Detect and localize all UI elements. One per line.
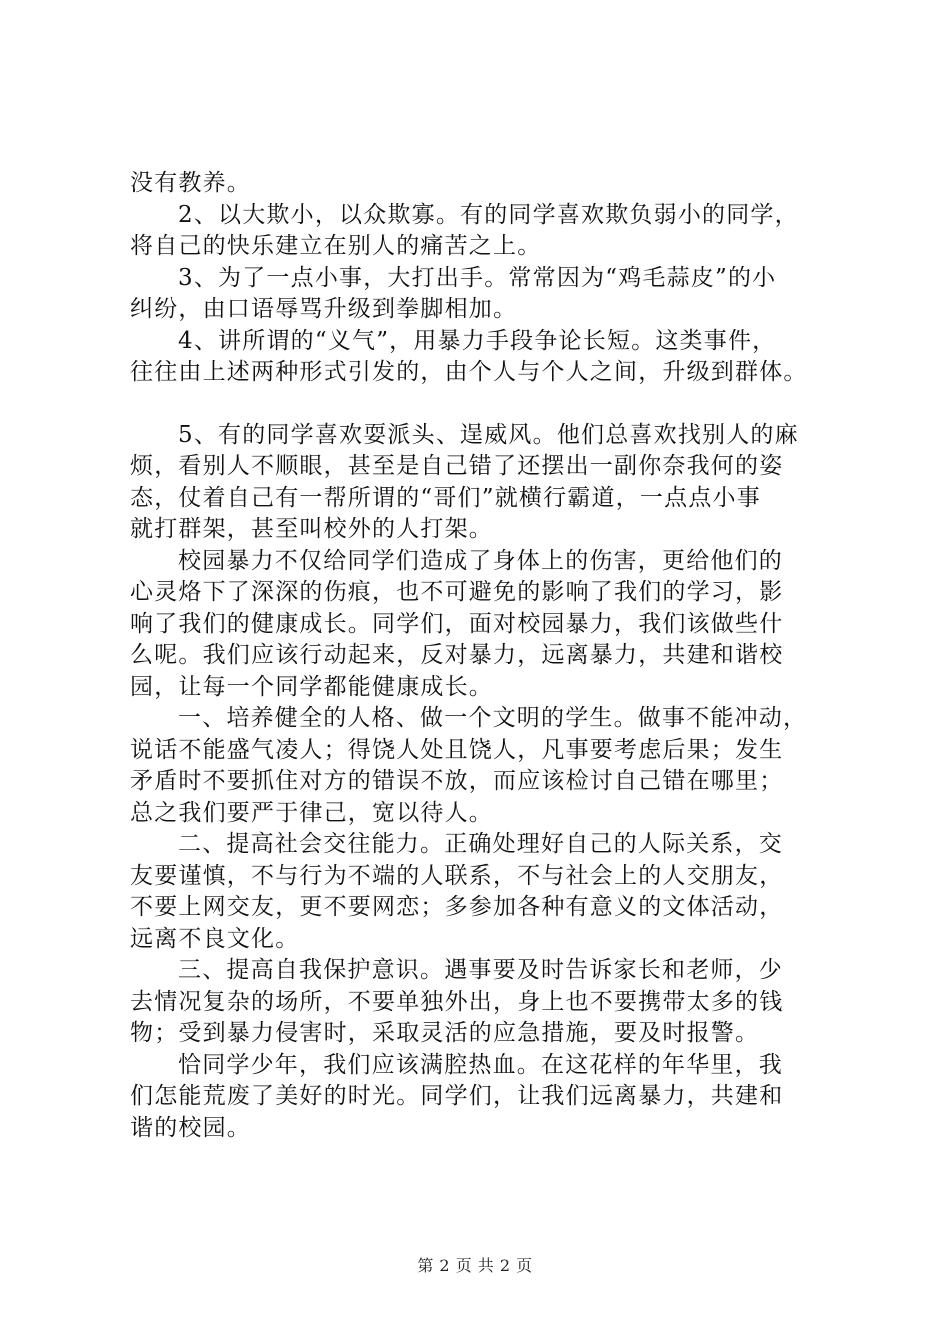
text-line: 远离不良文化。 — [130, 925, 300, 952]
paragraph-conclusion — [130, 1050, 852, 1145]
text-line: 三、提高自我保护意识。遇事要及时告诉家长和老师，少 — [178, 957, 783, 983]
text-line: 就打群架，甚至叫校外的人打架。 — [130, 516, 493, 542]
text-line: 二、提高社会交往能力。正确处理好自己的人际关系，交 — [178, 831, 783, 857]
paragraph-item-5 — [130, 420, 852, 546]
paragraph-item-4 — [130, 326, 852, 389]
text-line: 去情况复杂的场所，不要单独外出，身上也不要携带太多的钱 — [130, 988, 784, 1015]
page-footer — [0, 1253, 950, 1276]
text-line: 态，仗着自己有一帮所谓的“哥们”就横行霸道，一点点小事 — [130, 484, 761, 511]
text-line: 一、培养健全的人格、做一个文明的学生。做事不能冲动， — [178, 705, 808, 731]
paragraph-item-3 — [130, 263, 852, 326]
text-line: 没有教养。 — [130, 170, 251, 196]
text-line: 心灵烙下了深深的伤痕，也不可避免的影响了我们的学习，影 — [130, 579, 784, 605]
text-line: 3、为了一点小事，大打出手。常常因为“鸡毛蒜皮”的小 — [178, 264, 777, 291]
paragraph-point-two — [130, 829, 852, 955]
paragraph-point-three — [130, 955, 852, 1050]
text-line: 说话不能盛气凌人；得饶人处且饶人，凡事要考虑后果；发生 — [130, 736, 784, 763]
text-line: 5、有的同学喜欢耍派头、逞威风。他们总喜欢找别人的麻 — [178, 421, 799, 448]
text-line: 物；受到暴力侵害时，采取灵活的应急措施，要及时报警。 — [130, 1020, 760, 1046]
text-line: 校园暴力不仅给同学们造成了身体上的伤害，更给他们的 — [178, 547, 783, 574]
text-line: 响了我们的健康成长。同学们，面对校园暴力，我们该做些什 — [130, 610, 784, 637]
paragraph-continuation — [130, 168, 852, 200]
text-line: 谐的校园。 — [130, 1114, 251, 1141]
paragraph-point-one — [130, 703, 852, 829]
paragraph-school-violence — [130, 546, 852, 704]
text-line: 将自己的快乐建立在别人的痛苦之上。 — [130, 233, 542, 259]
text-line: 总之我们要严于律己，宽以待人。 — [130, 799, 493, 826]
text-line: 往往由上述两种形式引发的，由个人与个人之间，升级到群体。 — [130, 359, 808, 385]
text-line: 恰同学少年，我们应该满腔热血。在这花样的年华里，我 — [178, 1051, 783, 1078]
text-line: 2、以大欺小，以众欺寡。有的同学喜欢欺负弱小的同学， — [178, 201, 799, 228]
text-line: 不要上网交友，更不要网恋；多参加各种有意义的文体活动， — [130, 894, 784, 920]
text-line: 烦，看别人不顺眼，甚至是自己错了还摆出一副你奈我何的姿 — [130, 453, 784, 479]
text-line: 4、讲所谓的“义气”，用暴力手段争论长短。这类事件， — [178, 327, 777, 354]
text-line: 园，让每一个同学都能健康成长。 — [130, 673, 493, 700]
text-line: 纠纷，由口语辱骂升级到拳脚相加。 — [130, 296, 518, 322]
text-line: 么呢。我们应该行动起来，反对暴力，远离暴力，共建和谐校 — [130, 642, 784, 668]
text-line: 友要谨慎，不与行为不端的人联系，不与社会上的人交朋友， — [130, 862, 784, 889]
document-body — [130, 168, 852, 1144]
text-line: 矛盾时不要抓住对方的错误不放，而应该检讨自己错在哪里； — [130, 768, 784, 794]
paragraph-item-2 — [130, 200, 852, 263]
text-line: 们怎能荒废了美好的时光。同学们，让我们远离暴力，共建和 — [130, 1083, 784, 1109]
page-number-label: 第 2 页 共 2 页 — [417, 1256, 533, 1275]
